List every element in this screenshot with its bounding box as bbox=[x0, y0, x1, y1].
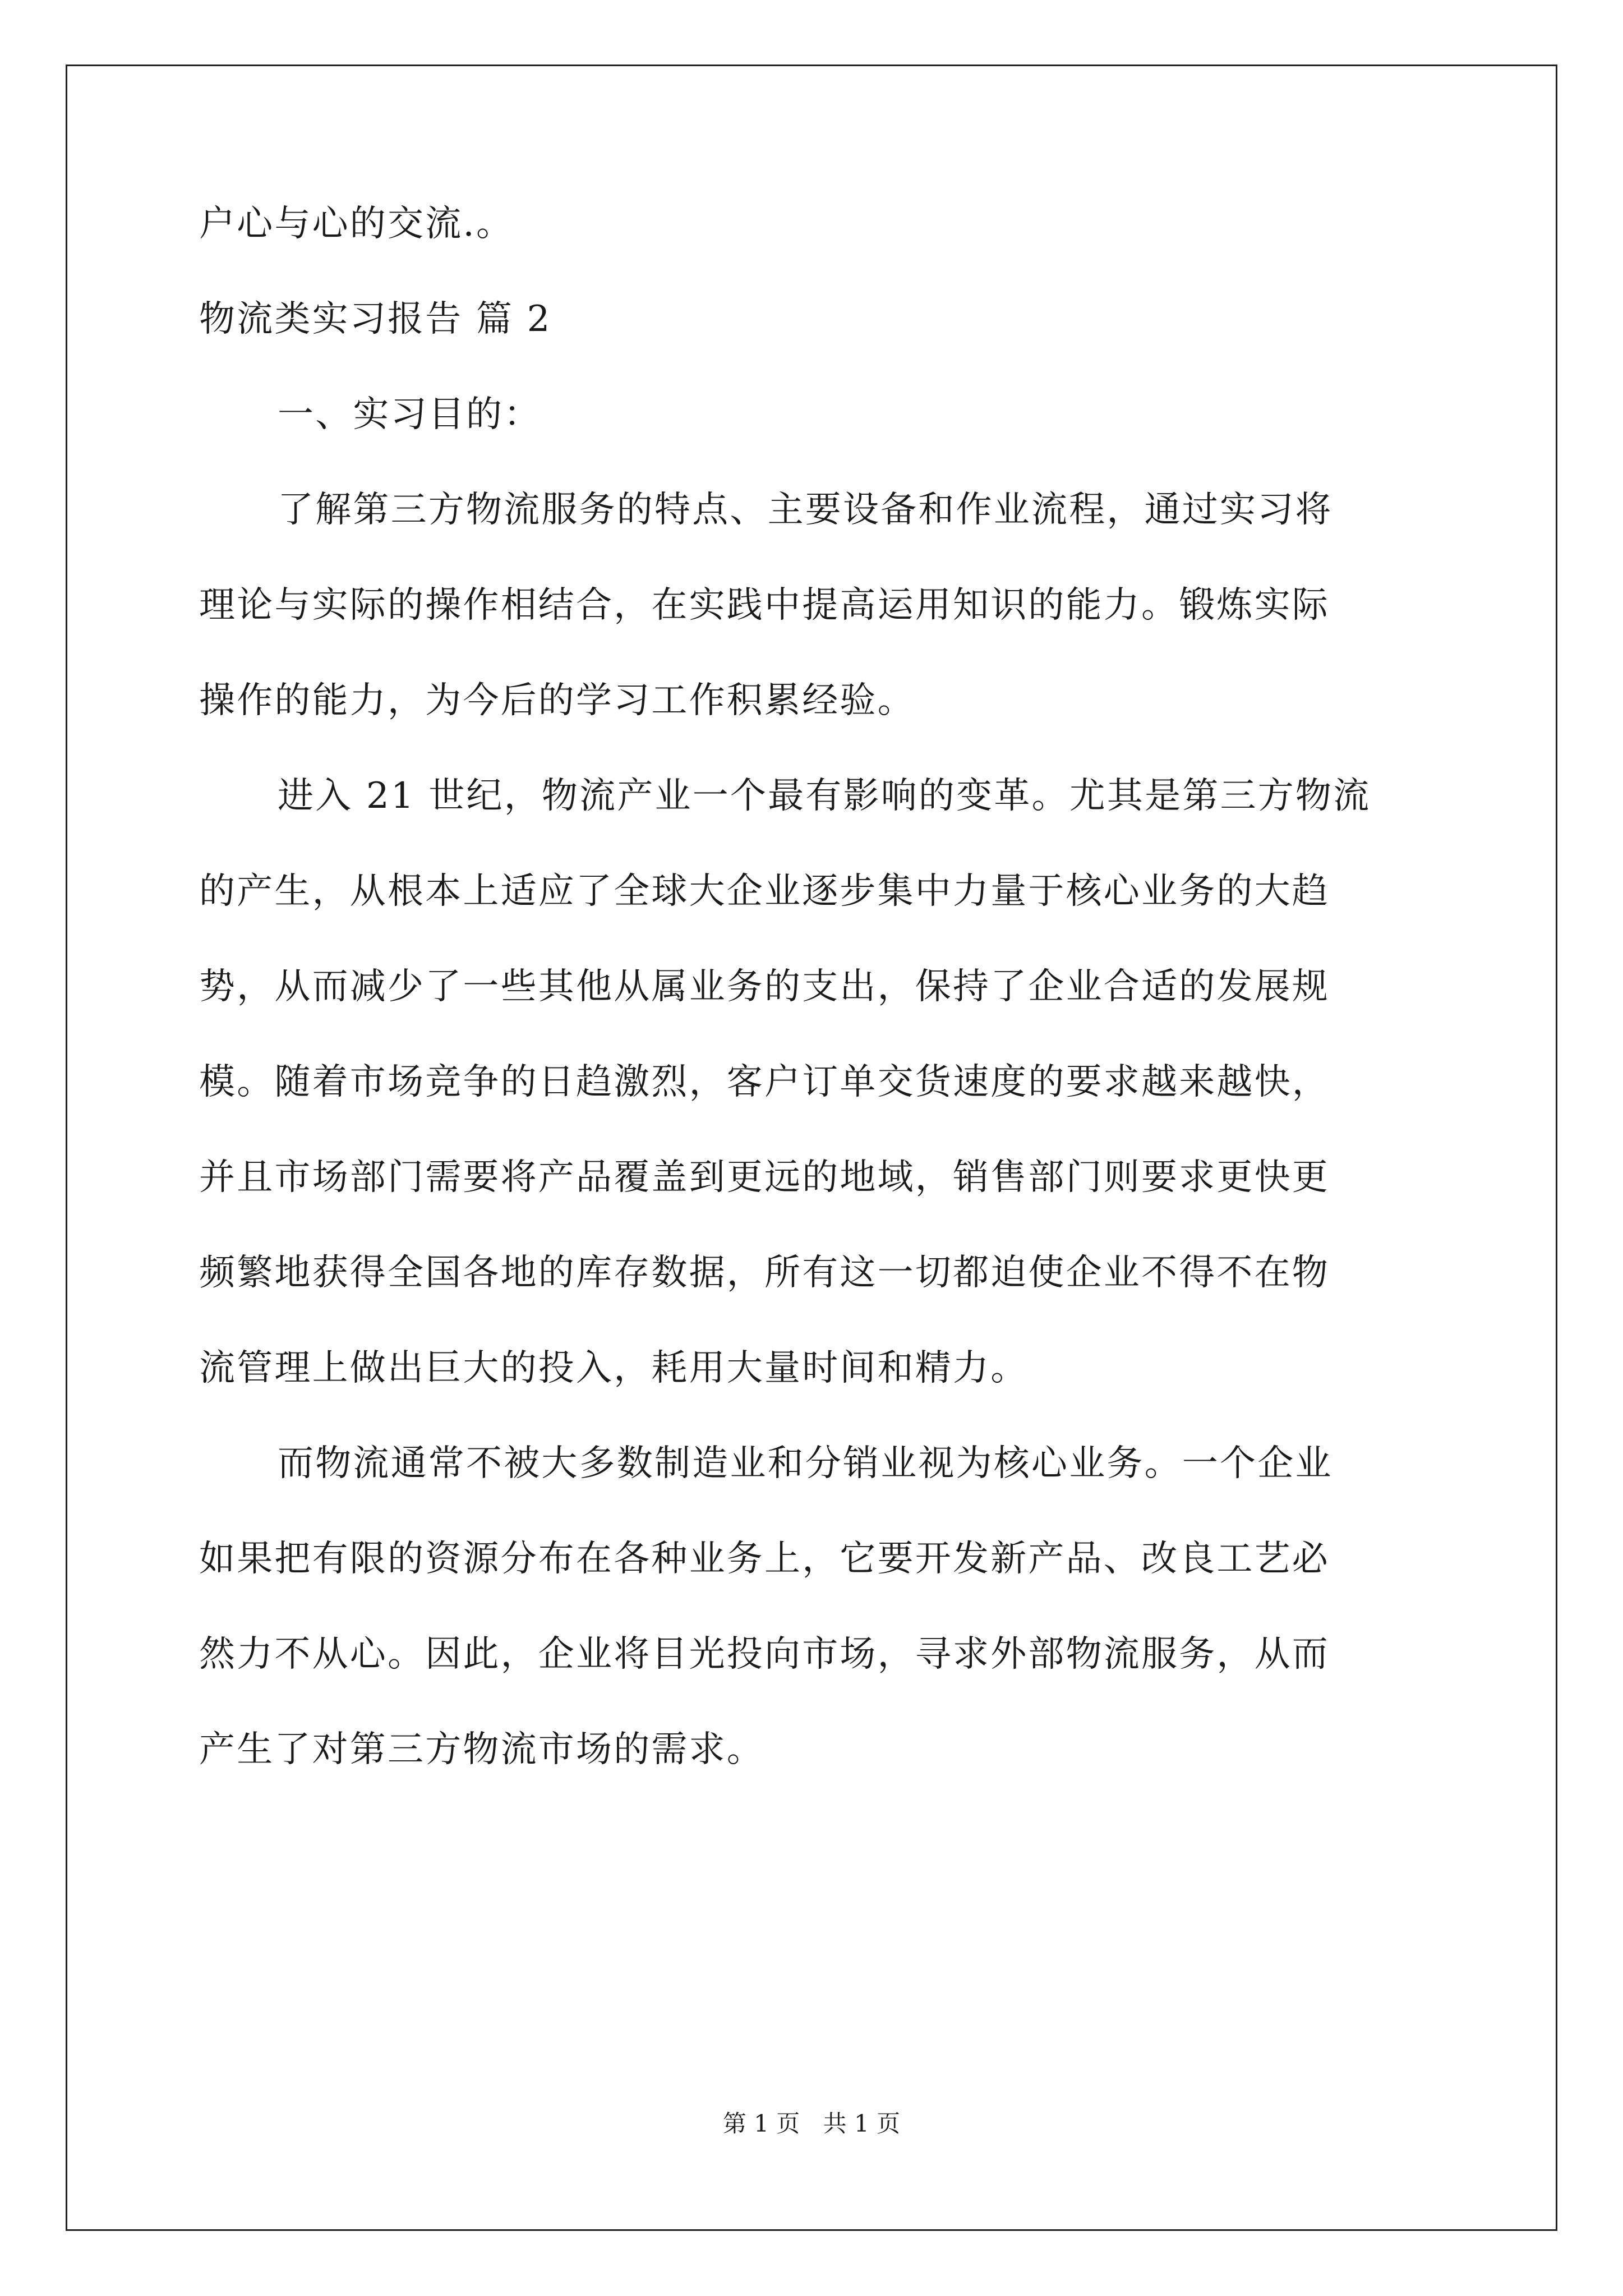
paragraph-line: 产生了对第三方物流市场的需求。 bbox=[199, 1729, 764, 1770]
page-footer bbox=[0, 2108, 1623, 2139]
paragraph-line: 进入 21 世纪，物流产业一个最有影响的变革。尤其是第三方物流 bbox=[278, 775, 1371, 817]
paragraph-line: 然力不从心。因此，企业将目光投向市场，寻求外部物流服务，从而 bbox=[199, 1634, 1330, 1675]
paragraph-line: 频繁地获得全国各地的库存数据，所有这一切都迫使企业不得不在物 bbox=[199, 1252, 1330, 1294]
page-number-current: 第 1 页 bbox=[722, 2110, 800, 2137]
carryover-line: 户心与心的交流.。 bbox=[199, 203, 514, 245]
paragraph-line: 势，从而减少了一些其他从属业务的支出，保持了企业合适的发展规 bbox=[199, 966, 1330, 1007]
section-title: 物流类实习报告 篇 2 bbox=[199, 298, 552, 340]
section-heading: 一、实习目的： bbox=[278, 394, 542, 435]
paragraph-line: 了解第三方物流服务的特点、主要设备和作业流程，通过实习将 bbox=[278, 489, 1333, 531]
paragraph-line: 并且市场部门需要将产品覆盖到更远的地域，销售部门则要求更快更 bbox=[199, 1157, 1330, 1198]
paragraph-line: 如果把有限的资源分布在各种业务上，它要开发新产品、改良工艺必 bbox=[199, 1538, 1330, 1580]
paragraph-line: 流管理上做出巨大的投入，耗用大量时间和精力。 bbox=[199, 1347, 1029, 1389]
paragraph-line: 而物流通常不被大多数制造业和分销业视为核心业务。一个企业 bbox=[278, 1443, 1333, 1484]
paragraph-line: 模。随着市场竞争的日趋激烈，客户订单交货速度的要求越来越快， bbox=[199, 1061, 1330, 1103]
page-number-total: 共 1 页 bbox=[823, 2110, 901, 2137]
paragraph-line: 理论与实际的操作相结合，在实践中提高运用知识的能力。锻炼实际 bbox=[199, 585, 1330, 626]
paragraph-line: 的产生，从根本上适应了全球大企业逐步集中力量于核心业务的大趋 bbox=[199, 871, 1330, 912]
paragraph-line: 操作的能力，为今后的学习工作积累经验。 bbox=[199, 680, 915, 721]
